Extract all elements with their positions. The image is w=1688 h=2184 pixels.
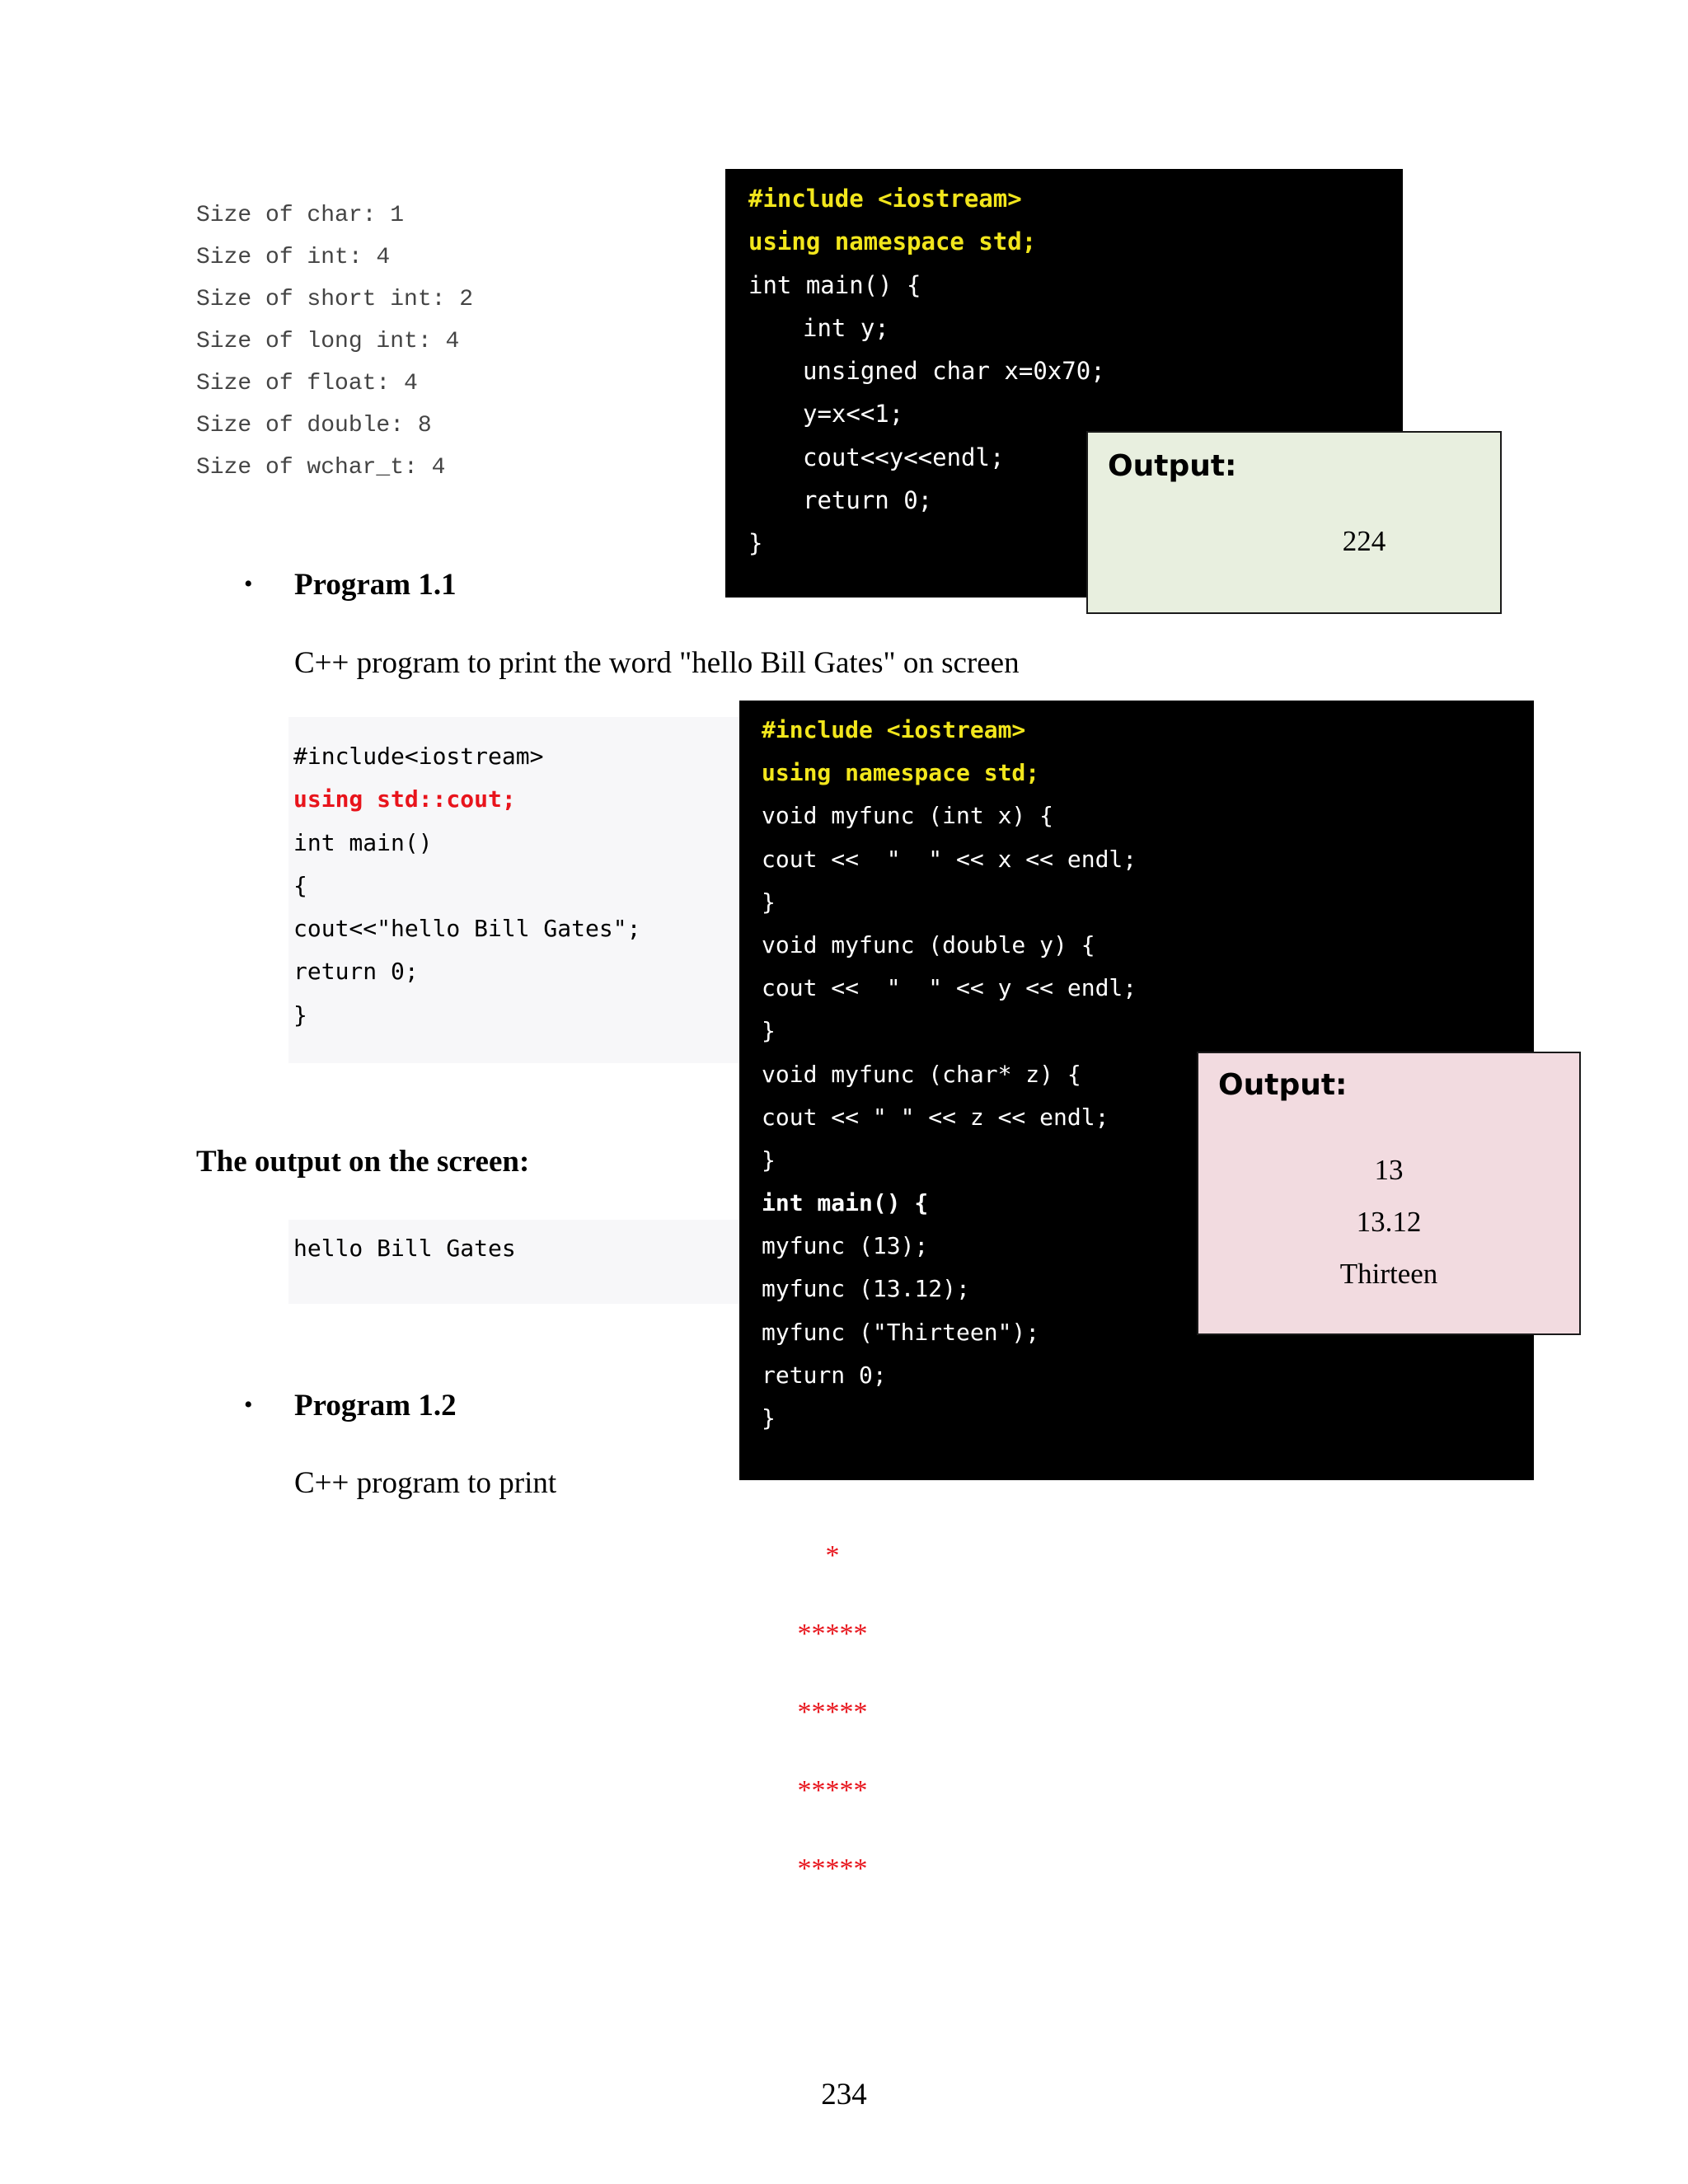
code-line: }	[748, 529, 763, 558]
code-line: using std::cout;	[293, 785, 516, 813]
code-line: }	[762, 888, 776, 916]
output-label: Output:	[1108, 449, 1237, 483]
program-1-2-description: C++ program to print	[294, 1466, 557, 1500]
code-line: using namespace std;	[762, 759, 1040, 787]
output-value: 13	[1374, 1154, 1404, 1186]
code-line: }	[762, 1017, 776, 1045]
page-number: 234	[821, 2078, 867, 2111]
size-output-line: Size of long int: 4	[196, 329, 460, 354]
code-line: using namespace std;	[748, 227, 1037, 256]
code-line: cout<<"hello Bill Gates";	[293, 915, 641, 943]
code-line: #include<iostream>	[293, 743, 544, 770]
screen-output-block	[288, 1220, 739, 1304]
code-line: cout<<y<<endl;	[803, 443, 1005, 471]
code-line: y=x<<1;	[803, 400, 904, 429]
size-output-line: Size of short int: 2	[196, 287, 474, 312]
output-value: 13.12	[1356, 1206, 1422, 1238]
output-label: Output:	[1218, 1068, 1348, 1102]
code-line: }	[762, 1146, 776, 1174]
code-line: void myfunc (double y) {	[762, 930, 1095, 958]
code-line: cout << " " << y << endl;	[762, 974, 1137, 1002]
size-output-line: Size of int: 4	[196, 245, 391, 270]
star-row: *****	[797, 1619, 868, 1649]
code-line: cout << " " << z << endl;	[762, 1103, 1109, 1131]
star-row: *****	[797, 1697, 868, 1727]
overload-output-box	[1197, 1052, 1581, 1335]
code-line: void myfunc (char* z) {	[762, 1060, 1081, 1088]
code-line: }	[293, 1001, 307, 1029]
program-1-2-title: Program 1.2	[294, 1389, 457, 1422]
code-line: int main() {	[748, 270, 921, 299]
code-line: return 0;	[293, 958, 419, 986]
size-output-line: Size of double: 8	[196, 413, 432, 438]
star-pattern	[750, 1531, 915, 1923]
bullet: •	[244, 1391, 253, 1418]
code-line: #include <iostream>	[748, 185, 1022, 213]
code-line: int main() {	[762, 1189, 929, 1217]
star-row: *	[825, 1540, 840, 1571]
size-output-line: Size of float: 4	[196, 371, 418, 396]
code-line: unsigned char x=0x70;	[803, 357, 1105, 386]
star-row: *****	[797, 1775, 868, 1806]
hello-code-block	[288, 717, 739, 1063]
code-line: int main()	[293, 828, 433, 856]
program-1-1-title: Program 1.1	[294, 568, 457, 602]
code-line: return 0;	[803, 486, 933, 515]
output-value: 224	[1342, 525, 1386, 557]
code-line: int y;	[803, 313, 889, 342]
shift-output-box	[1086, 431, 1502, 614]
code-line: myfunc (13);	[762, 1232, 929, 1260]
bullet: •	[244, 570, 253, 598]
screen-output-text: hello Bill Gates	[293, 1235, 516, 1262]
output-value: Thirteen	[1339, 1258, 1438, 1290]
code-line: void myfunc (int x) {	[762, 802, 1054, 830]
code-line: cout << " " << x << endl;	[762, 845, 1137, 873]
code-line: return 0;	[762, 1361, 887, 1389]
size-output-line: Size of char: 1	[196, 203, 405, 228]
program-1-1-description: C++ program to print the word "hello Bill Gates" on screen	[294, 646, 1020, 680]
code-line: }	[762, 1404, 776, 1432]
code-line: myfunc ("Thirteen");	[762, 1318, 1040, 1346]
code-line: {	[293, 871, 307, 899]
screen-output-heading: The output on the screen:	[196, 1145, 530, 1179]
star-row: *****	[797, 1854, 868, 1884]
size-output-line: Size of wchar_t: 4	[196, 455, 446, 480]
code-line: #include <iostream>	[762, 716, 1026, 743]
code-line: myfunc (13.12);	[762, 1275, 970, 1303]
size-output-list	[196, 194, 473, 489]
